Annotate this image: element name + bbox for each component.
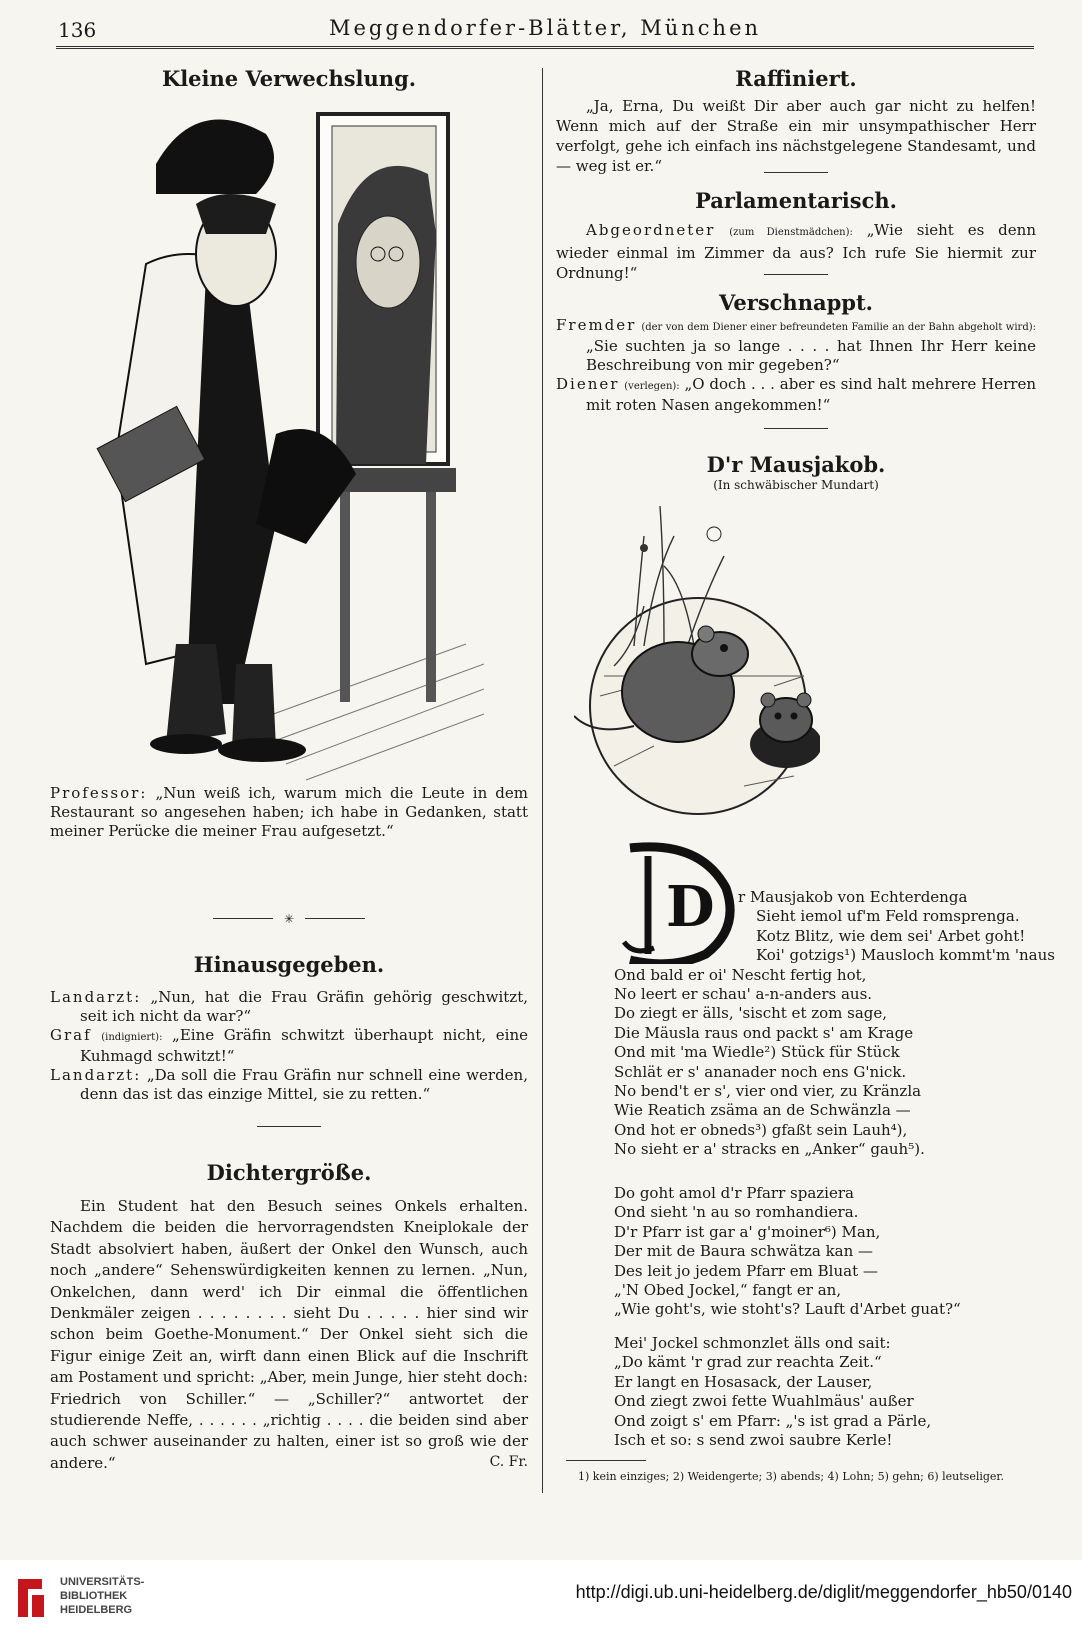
dialog-hinausgegeben xyxy=(50,988,528,1104)
dialog-line: Diener (verlegen): „O doch . . . aber es sind halt mehrere Herren mit roten Nasen angekommen!“ xyxy=(556,375,1036,414)
heading-raffiniert: Raffiniert. xyxy=(735,66,857,91)
footer-bar xyxy=(0,1560,1082,1642)
dialog-line: Fremder (der von dem Diener einer befreundeten Familie an der Bahn abgeholt wird): „Sie suchten ja so lange . . . . hat Ihnen Ihr Herr keine Beschreibung von mir gegeben?“ xyxy=(556,316,1036,374)
dialog-line: Graf (indigniert): „Eine Gräfin schwitzt überhaupt nicht, eine Kuhmagd schwitzt!“ xyxy=(50,1026,528,1065)
footnote-rule xyxy=(566,1460,646,1461)
subtitle-mausjakob: (In schwäbischer Mundart) xyxy=(713,478,879,492)
text-raffiniert: „Ja, Erna, Du weißt Dir aber auch gar nicht zu helfen! Wenn mich auf der Straße ein mir unsympathischer Herr verfolgt, gehe ich einfach ins nächstgelegene Standesamt, und — weg ist er.“ xyxy=(556,97,1036,175)
signature: C. Fr. xyxy=(489,1454,528,1471)
page-number: 136 xyxy=(58,18,97,42)
heading-dichtergroesse: Dichtergröße. xyxy=(206,1160,372,1185)
library-logo-icon[interactable] xyxy=(14,1573,48,1623)
rule xyxy=(556,428,1036,429)
dialog-verschnappt xyxy=(556,316,1036,415)
verse-block-1: r Mausjakob von Echterdenga Sieht iemol uf'm Feld romsprenga. Kotz Blitz, wie dem sei' Arbet goht! Koi' gotzigs¹) Mausloch kommt'm 'naus Ond bald er oi' Nescht fertig hot, No leert er schau' a-n-anders aus. Do ziegt er älls, 'sischt et zom sage, Die Mäusla raus ond packt s' am Krage Ond mit 'ma Wiedle²) Stück für Stück Schlät er s' ananader noch ens G'nick. No bend't er s', vier ond vier, zu Kränzla Wie Reatich zsäma an de Schwänzla — Ond hot er obneds³) gfaßt sein Lauh⁴), No sieht er a' stracks en „Anker“ gauh⁵). xyxy=(614,888,1055,1159)
verse-block-2: Do goht amol d'r Pfarr spaziera Ond sieht 'n au so romhandiera. D'r Pfarr ist gar a' g'moiner⁶) Man, Der mit de Baura schwätza kan — Des leit jo jedem Pfarr em Bluat — „'N Obed Jockel,“ fangt er an, „Wie goht's, wie stoht's? Lauft d'Arbet guat?“ xyxy=(614,1184,961,1319)
professor-illustration xyxy=(86,104,484,794)
rule xyxy=(556,172,1036,173)
dialog-line: Landarzt: „Da soll die Frau Gräfin nur schnell eine werden, denn das ist das einzige Mittel, sie zu retten.“ xyxy=(50,1066,528,1103)
heading-kleine-verwechslung: Kleine Verwechslung. xyxy=(161,66,417,91)
heading-mausjakob: D'r Mausjakob. xyxy=(706,452,886,477)
heading-parlamentarisch: Parlamentarisch. xyxy=(695,188,897,213)
caption-professor xyxy=(50,784,528,841)
dialog-line: Landarzt: „Nun, hat die Frau Gräfin gehörig geschwitzt, seit ich nicht da war?“ xyxy=(50,988,528,1025)
library-name[interactable]: UNIVERSITÄTS- BIBLIOTHEK HEIDELBERG xyxy=(60,1576,145,1616)
journal-title: Meggendorfer-Blätter, München xyxy=(328,16,762,40)
rule xyxy=(50,1126,528,1127)
heading-hinausgegeben: Hinausgegeben. xyxy=(193,952,385,977)
rule xyxy=(556,274,1036,275)
text-parlamentarisch: Abgeordneter (zum Dienstmädchen): „Wie sieht es denn wieder einmal im Zimmer da aus? Ich rufe Sie hiermit zur Ordnung!“ xyxy=(556,221,1036,282)
running-head xyxy=(56,16,1034,49)
story-dichtergroesse: Ein Student hat den Besuch seines Onkels erhalten. Nachdem die beiden die hervorragendsten Kneiplokale der Stadt absolviert haben, äußert der Onkel den Wunsch, auch noch „andere“ Sehenswürdigkeiten kennen zu lernen. „Nun, Onkelchen, dann werd' ich Dir einmal die öffentlichen Denkmäler zeigen . . . . . . . . sieht Du . . . . . hier sind wir schon beim Goethe-Monument.“ Der Onkel sieht sich die Figur einige Zeit an, wirft dann einen Blick auf die Inschrift am Postament und spricht: „Aber, mein Junge, hier steht doch: Friedrich von Schiller.“ — „Schiller?“ antwortet der studierende Neffe, . . . . . . „richtig . . . . die beiden sind aber auch schwer auseinander zu halten, einer ist so groß wie der andere.“ C. Fr. xyxy=(50,1197,528,1472)
verse-block-3: Mei' Jockel schmonzlet älls ond sait: „Do kämt 'r grad zur reachta Zeit.“ Er langt en Hosasack, der Lauser, Ond ziegt zwoi fette Wuahlmäus' außer Ond zoigt s' em Pfarr: „'s ist grad a Pärle, Isch et so: s send zwoi saubre Kerle! xyxy=(614,1334,932,1450)
heading-verschnappt: Verschnappt. xyxy=(719,290,873,315)
caption-speaker: Professor: xyxy=(50,784,148,802)
footnote: 1) kein einziges; 2) Weidengerte; 3) abends; 4) Lohn; 5) gehn; 6) leutseliger. xyxy=(578,1470,1004,1483)
column-divider xyxy=(542,68,543,1493)
source-url-link[interactable]: http://digi.ub.uni-heidelberg.de/diglit/meggendorfer_hb50/0140 xyxy=(575,1582,1072,1602)
svg-text:D: D xyxy=(666,874,715,940)
caption-text: „Nun weiß ich, warum mich die Leute in dem Restaurant so angesehen haben; ich habe in Gedanken, statt meiner Perücke die meiner Frau aufgesetzt.“ xyxy=(50,784,528,840)
mice-illustration xyxy=(574,496,820,836)
separator: ✳ xyxy=(50,908,528,927)
